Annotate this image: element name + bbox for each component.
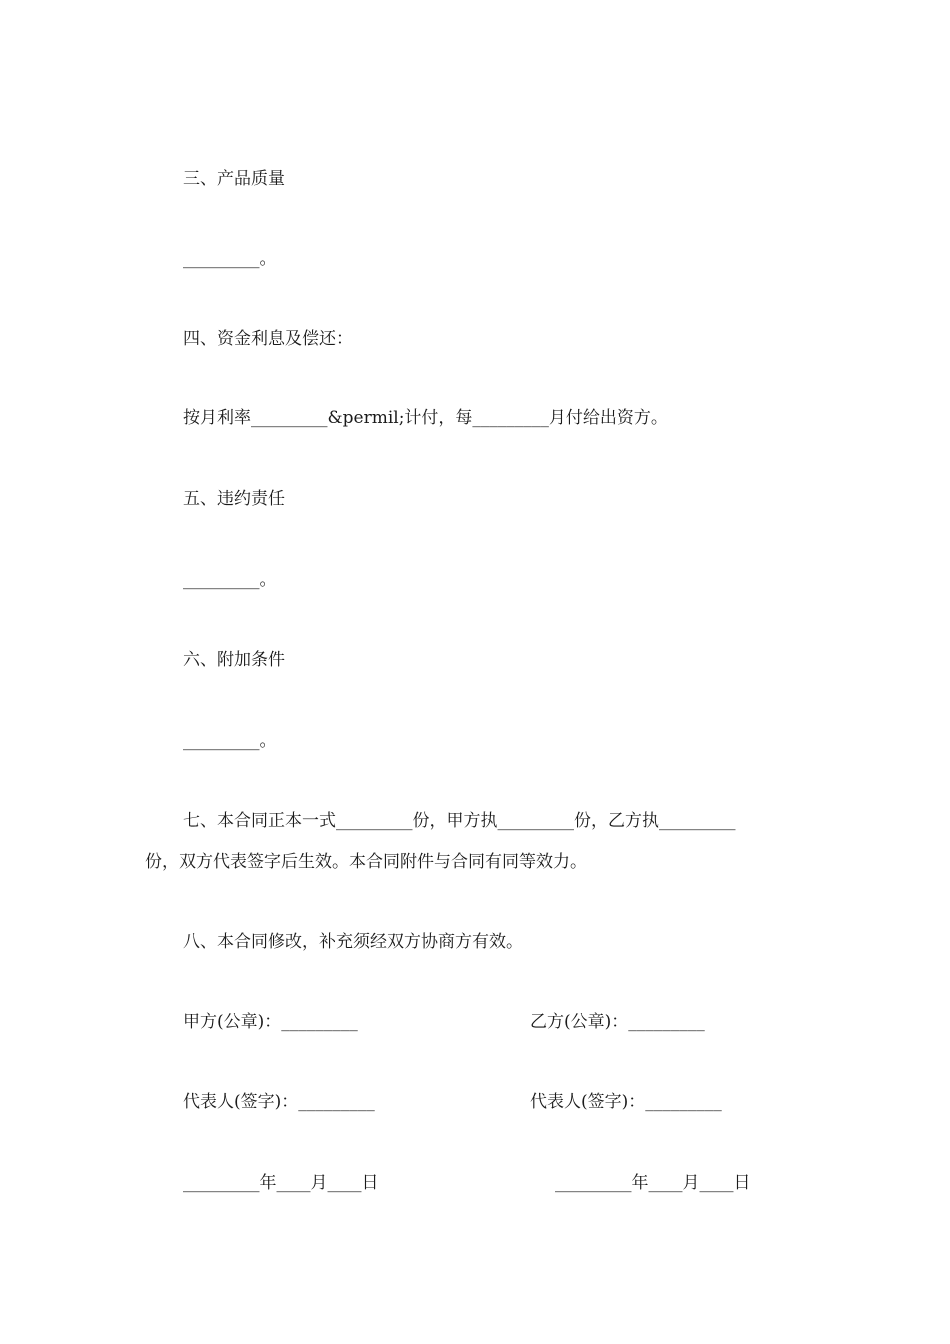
party-b-representative: 代表人(签字)：_________ — [530, 1092, 722, 1112]
copies-line-1: 七、本合同正本一式_________份，甲方执_________份，乙方执_________ — [183, 811, 736, 831]
party-b-seal: 乙方(公章)：_________ — [530, 1012, 705, 1032]
party-a-seal: 甲方(公章)：_________ — [183, 1012, 358, 1032]
party-a-representative: 代表人(签字)：_________ — [183, 1092, 375, 1112]
amend-text: 八、本合同修改，补充须经双方协商方有效。 — [183, 932, 523, 952]
party-a-date: _________年____月____日 — [183, 1173, 379, 1193]
copies-line-2: 份，双方代表签字后生效。本合同附件与合同有同等效力。 — [145, 852, 587, 872]
breach-blank: _________。 — [183, 570, 277, 590]
breach-heading: 五、违约责任 — [183, 489, 285, 509]
interest-text: 按月利率_________&permil;计付，每_________月付给出资方。 — [183, 408, 668, 428]
extra-blank: _________。 — [183, 731, 277, 751]
interest-heading: 四、资金利息及偿还： — [183, 329, 353, 349]
extra-heading: 六、附加条件 — [183, 650, 285, 670]
party-b-date: _________年____月____日 — [555, 1173, 751, 1193]
quality-blank: _________。 — [183, 249, 277, 269]
quality-heading: 三、产品质量 — [183, 169, 285, 189]
